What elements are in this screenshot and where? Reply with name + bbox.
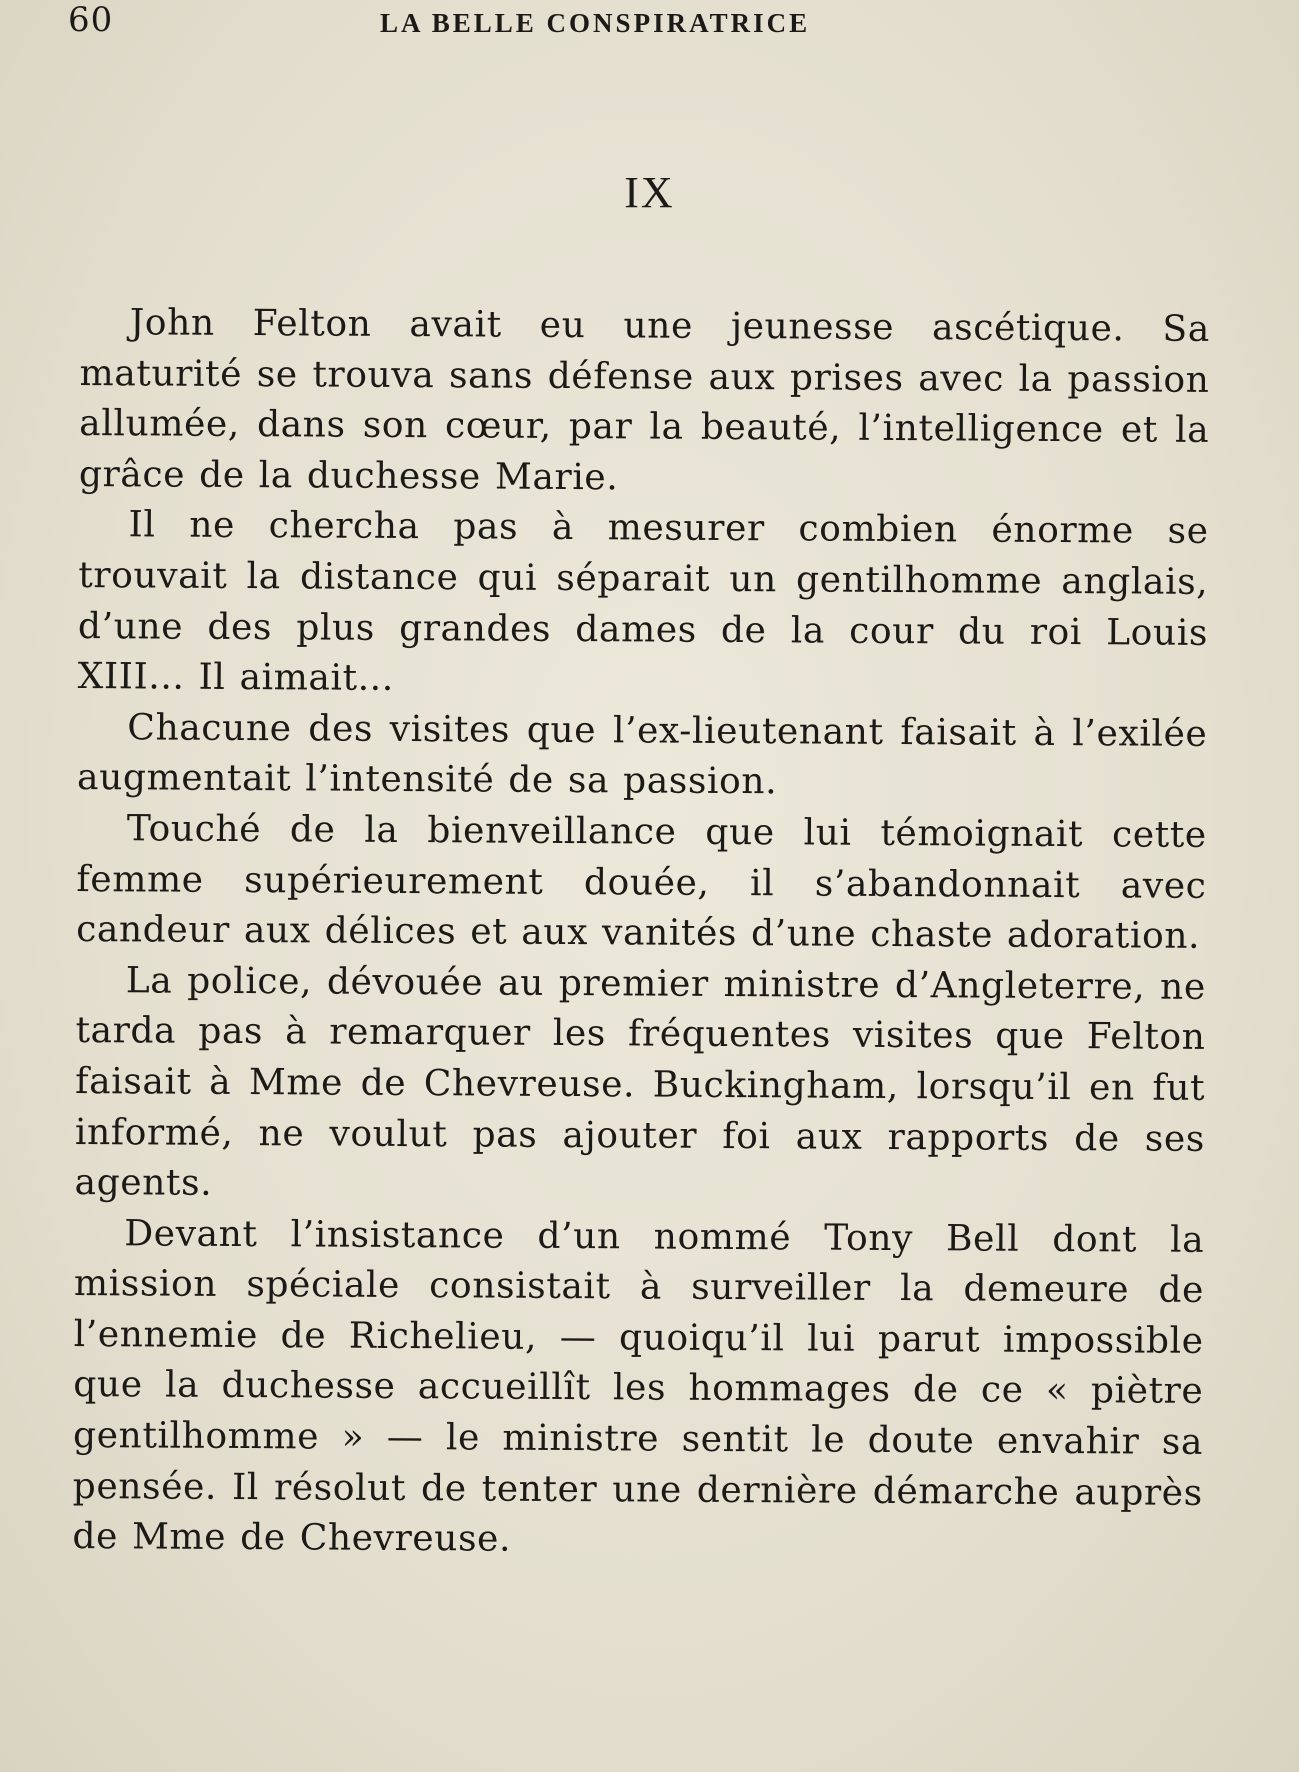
paragraph: John Felton avait eu une jeunesse ascétique. Sa maturité se trouva sans défense aux prises avec la passion allumée, dans son cœur, par la beauté, l’intelligence et la grâce de la duchesse Marie. [78, 302, 1210, 499]
chapter-heading: IX [624, 168, 675, 217]
running-title: LA BELLE CONSPIRATRICE [380, 8, 811, 38]
running-head [68, 0, 908, 44]
paragraph: La police, dévouée au premier ministre d’Angleterre, ne tarda pas à remarquer les fréquentes visites que Felton faisait à Mme de Chevreuse. Buckingham, lorsqu’il en fut informé, ne voulut pas ajouter foi aux rapports de ses agents. [74, 960, 1206, 1204]
paragraph: Il ne chercha pas à mesurer combien énorme se trouvait la distance qui séparait un gentilhomme anglais, d’une des plus grandes dames de la cour du roi Louis XIII... Il aimait... [77, 504, 1209, 700]
paragraph: Chacune des visites que l’ex-lieutenant faisait à l’exilée augmentait l’intensité de sa passion. [76, 707, 1208, 803]
page-number: 60 [68, 0, 114, 40]
paragraph: Touché de la bienveillance que lui témoignait cette femme supérieurement douée, il s’abandonnait avec candeur aux délices et aux vanités d’une chaste adoration. [76, 808, 1207, 957]
body-text [72, 298, 1210, 1570]
paragraph: Devant l’insistance d’un nommé Tony Bell dont la mission spéciale consistait à surveiller la demeure de l’ennemie de Richelieu, — quoiqu’il lui parut impossible que la duchesse accueillît les hommages de ce « piètre gentilhomme » — le ministre sentit le doute envahir sa pensée. Il résolut de tenter une dernière démarche auprès de Mme de Chevreuse. [72, 1212, 1205, 1560]
